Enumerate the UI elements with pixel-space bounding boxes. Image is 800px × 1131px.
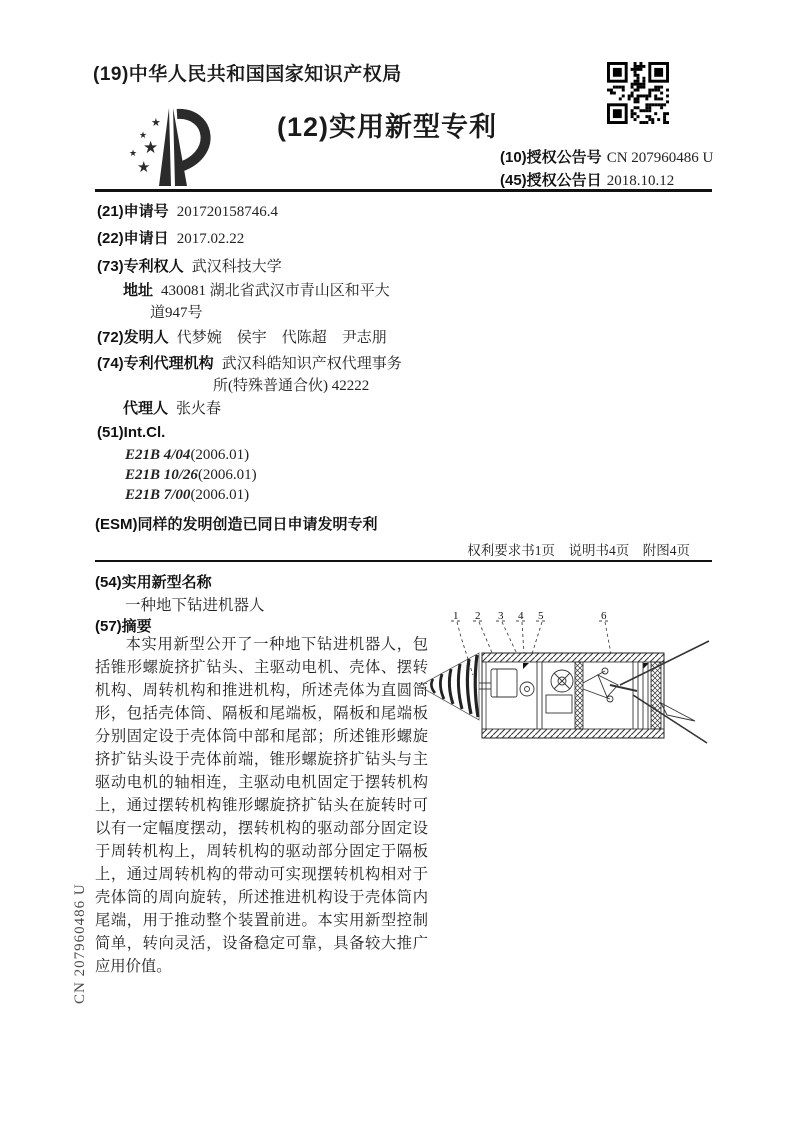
figure-callout-1: 1 <box>453 610 459 622</box>
inventors-row <box>97 326 387 347</box>
application-number-row <box>97 200 278 221</box>
svg-text:★: ★ <box>137 160 151 176</box>
figure-callout-4: 4 <box>518 610 524 622</box>
address-label: 地址 <box>123 282 154 299</box>
drilling-robot-figure-icon <box>415 603 715 768</box>
int-cl-date: (2006.01) <box>197 467 257 483</box>
svg-text:★: ★ <box>129 148 138 158</box>
address-line2: 道947号 <box>150 305 203 321</box>
figure-callout-6: 6 <box>601 610 607 622</box>
agency-line1: 武汉科皓知识产权代理事务 <box>221 356 402 372</box>
application-number-label: (21)申请号 <box>97 203 169 220</box>
address-line1: 430081 湖北省武汉市青山区和平大 <box>161 283 390 299</box>
address-row <box>123 279 390 300</box>
utility-name-label: (54)实用新型名称 <box>95 574 212 591</box>
utility-name-row <box>125 593 265 615</box>
int-cl-code: E21B 4/04 <box>125 447 191 463</box>
address-row-continued <box>150 301 203 322</box>
figure-callout-5: 5 <box>538 610 544 622</box>
esm-line: (ESM)同样的发明创造已同日申请发明专利 <box>95 516 378 533</box>
inventors-value: 代梦婉 侯宇 代陈超 尹志朋 <box>176 330 387 346</box>
int-cl-code: E21B 10/26 <box>125 467 198 483</box>
int-cl-row <box>97 424 173 442</box>
agent-row <box>123 397 221 418</box>
int-cl-entry <box>125 467 257 484</box>
section-divider <box>95 560 712 562</box>
drill-head <box>419 653 479 720</box>
int-cl-entry <box>125 447 249 464</box>
patentee-row <box>97 255 282 276</box>
application-number-value: 201720158746.4 <box>176 204 278 220</box>
pub-date-label: (45)授权公告日 <box>500 172 602 189</box>
agency-row <box>97 352 402 373</box>
svg-text:★: ★ <box>143 138 159 157</box>
application-date-row <box>97 227 244 248</box>
patentee-label: (73)专利权人 <box>97 258 184 275</box>
doc-type-title: (12)实用新型专利 <box>277 112 498 142</box>
pub-date-value: 2018.10.12 <box>606 173 675 189</box>
patent-figure <box>415 603 715 773</box>
svg-text:★: ★ <box>139 130 148 140</box>
int-cl-entry <box>125 487 249 504</box>
pages-info: 权利要求书1页 说明书4页 附图4页 <box>467 543 690 558</box>
int-cl-date: (2006.01) <box>190 447 250 463</box>
svg-text:★: ★ <box>151 117 161 129</box>
abstract-label: (57)摘要 <box>95 618 152 635</box>
application-date-value: 2017.02.22 <box>176 231 245 247</box>
utility-name-value: 一种地下钻进机器人 <box>125 597 265 614</box>
utility-name-section <box>95 571 220 592</box>
agent-value: 张火春 <box>176 401 222 417</box>
patent-office-line: (19)中华人民共和国国家知识产权局 <box>93 64 402 85</box>
pub-number-row <box>500 146 713 167</box>
sipo-logo <box>113 98 228 200</box>
esm-row <box>95 513 386 534</box>
int-cl-label: (51)Int.Cl. <box>97 424 166 441</box>
abstract-text: 本实用新型公开了一种地下钻进机器人，包括锥形螺旋挤扩钻头、主驱动电机、壳体、摆转机构、周转机构和推进机构，所述壳体为直圆筒形，包括壳体筒、隔板和尾端板，隔板和尾端板分别固定设于壳体筒中部和尾部；所述锥形螺旋挤扩钻头设于壳体前端，锥形螺旋挤扩钻头与主驱动电机的轴相连，主驱动电机固定于摆转机构上，通过摆转机构锥形螺旋挤扩钻头在旋转时可以有一定幅度摆动，摆转机构的驱动部分固定设于周转机构上，周转机构的驱动部分固定于隔板上，通过周转机构的带动可实现摆转机构相对于壳体筒的周向旋转，所述推进机构设于壳体筒内尾端，用于推动整个装置前进。本实用新型控制简单，转向灵活，设备稳定可靠，具备较大推广应用价值。 <box>95 636 428 975</box>
sipo-logo-icon <box>113 98 228 195</box>
figure-callout-2: 2 <box>475 610 481 622</box>
agency-label: (74)专利代理机构 <box>97 355 214 372</box>
pub-number-value: CN 207960486 U <box>606 150 714 166</box>
header-divider <box>95 189 712 192</box>
vertical-doc-number: CN 207960486 U <box>72 883 88 1004</box>
application-date-label: (22)申请日 <box>97 230 169 247</box>
int-cl-date: (2006.01) <box>190 487 250 503</box>
pub-date-row <box>500 169 674 190</box>
agency-line2: 所(特殊普通合伙) 42222 <box>213 378 370 394</box>
agent-label: 代理人 <box>123 400 169 417</box>
qr-code <box>607 62 669 124</box>
agency-row-continued <box>213 374 369 395</box>
patentee-value: 武汉科技大学 <box>191 259 282 275</box>
housing-shell <box>482 653 664 738</box>
int-cl-code: E21B 7/00 <box>125 487 191 503</box>
inventors-label: (72)发明人 <box>97 329 169 346</box>
pub-number-label: (10)授权公告号 <box>500 149 602 166</box>
figure-callout-3: 3 <box>498 610 504 622</box>
